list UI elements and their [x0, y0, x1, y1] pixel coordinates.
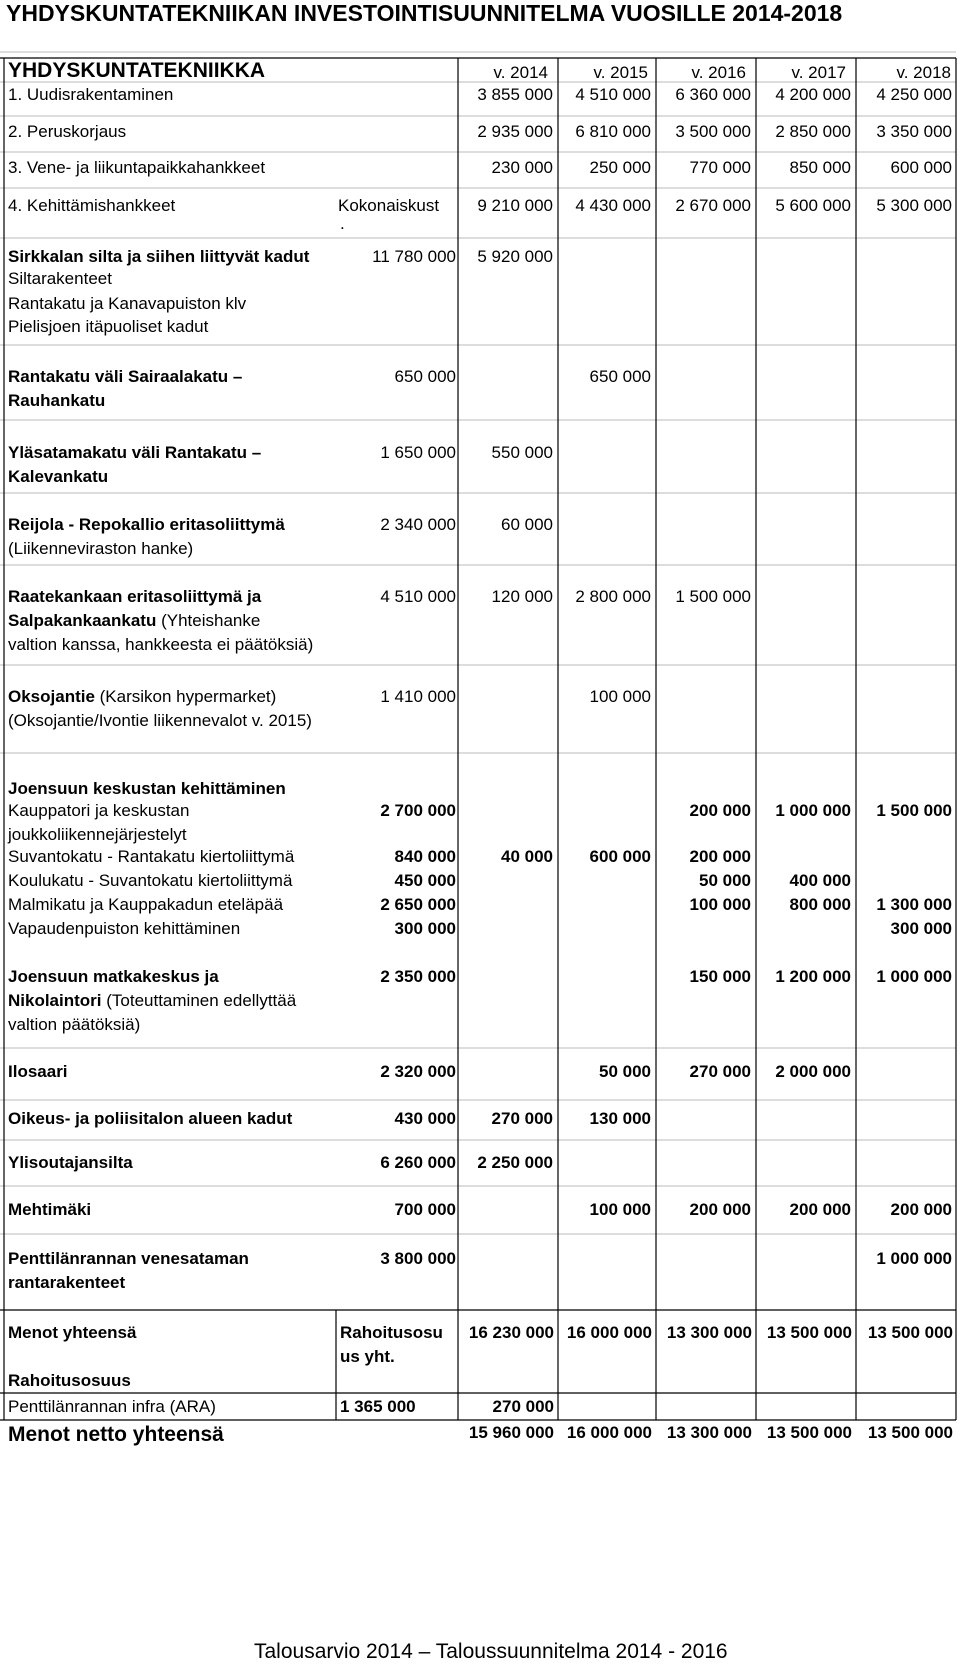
kokonaiskust-header: Kokonaiskust: [338, 196, 440, 215]
year-header-2015: v. 2015: [593, 63, 648, 82]
summary-2-2018: 3 350 000: [876, 122, 952, 141]
raatekangas-2015: 2 800 000: [575, 587, 651, 606]
penttila-infra-2014: 270 000: [492, 1397, 554, 1416]
summary-1-2017: 4 200 000: [775, 85, 851, 104]
reijola-total: 2 340 000: [380, 515, 456, 534]
summary-label-1: 1. Uudisrakentaminen: [8, 85, 174, 104]
kauppatori-line1: Kauppatori ja keskustan: [8, 801, 190, 820]
ilosaari-2016: 270 000: [689, 1062, 751, 1081]
vapaudenpuisto-2018: 300 000: [890, 919, 952, 938]
project-reijola-line2: (Liikenneviraston hanke): [8, 539, 194, 558]
summary-3-2018: 600 000: [890, 158, 952, 177]
kokonaiskust-header-cont: .: [340, 214, 345, 233]
koulukatu-2017: 400 000: [789, 871, 851, 890]
project-sirkkala-title: Sirkkalan silta ja siihen liittyvät kadut: [8, 247, 310, 266]
ylasatama-total: 1 650 000: [380, 443, 456, 462]
vapaudenpuisto-total: 300 000: [394, 919, 456, 938]
malmikatu-label: Malmikatu ja Kauppakadun eteläpää: [8, 895, 284, 914]
menot-2015: 16 000 000: [566, 1323, 652, 1342]
penttila-line2: rantarakenteet: [8, 1273, 126, 1292]
summary-1-2018: 4 250 000: [876, 85, 952, 104]
mehtimaki-2016: 200 000: [689, 1200, 751, 1219]
kauppatori-2016: 200 000: [689, 801, 751, 820]
penttila-2018: 1 000 000: [876, 1249, 952, 1268]
mehtimaki-2018: 200 000: [890, 1200, 952, 1219]
ilosaari-2015: 50 000: [599, 1062, 651, 1081]
year-header-2014: v. 2014: [493, 63, 548, 82]
summary-3-2016: 770 000: [689, 158, 751, 177]
project-rantakatu-line1: Rantakatu väli Sairaalakatu –: [8, 367, 243, 386]
suvantokatu-total: 840 000: [394, 847, 456, 866]
suvantokatu-2015: 600 000: [589, 847, 651, 866]
koulukatu-2016: 50 000: [699, 871, 751, 890]
ylisouta-2014: 2 250 000: [477, 1153, 553, 1172]
summary-2-2015: 6 810 000: [575, 122, 651, 141]
koulukatu-label: Koulukatu - Suvantokatu kiertoliittymä: [8, 871, 293, 890]
mehtimaki-2017: 200 000: [789, 1200, 851, 1219]
penttila-line1: Penttilänrannan venesataman: [8, 1249, 249, 1268]
oikeus-total: 430 000: [394, 1109, 456, 1128]
rahoitus-header-line1: Rahoitusosu: [340, 1323, 443, 1342]
project-raatekangas-line1: Raatekankaan eritasoliittymä ja: [8, 587, 262, 606]
summary-label-3: 3. Vene- ja liikuntapaikkahankkeet: [8, 158, 266, 177]
project-reijola-line1: Reijola - Repokallio eritasoliittymä: [8, 515, 285, 534]
page-footer: Talousarvio 2014 – Taloussuunnitelma 2014 - 2016: [254, 1640, 728, 1663]
summary-label-2: 2. Peruskorjaus: [8, 122, 127, 141]
oksojantie-bold: Oksojantie: [8, 687, 95, 706]
mehtimaki-total: 700 000: [394, 1200, 456, 1219]
menot-2018: 13 500 000: [867, 1323, 953, 1342]
ylisouta-total: 6 260 000: [380, 1153, 456, 1172]
summary-2-2016: 3 500 000: [675, 122, 751, 141]
matkakeskus-line1: Joensuun matkakeskus ja: [8, 967, 219, 986]
netto-2016: 13 300 000: [666, 1423, 752, 1442]
matkakeskus-2017: 1 200 000: [775, 967, 851, 986]
rantakatu-2015: 650 000: [589, 367, 651, 386]
ilosaari-total: 2 320 000: [380, 1062, 456, 1081]
oksojantie-rest: (Karsikon hypermarket): [94, 687, 277, 706]
sirkkala-2014: 5 920 000: [477, 247, 553, 266]
matkakeskus-line3: valtion päätöksiä): [8, 1015, 141, 1034]
project-rantakatu-line2: Rauhankatu: [8, 391, 106, 410]
joensuu-heading: Joensuun keskustan kehittäminen: [8, 779, 286, 798]
vapaudenpuisto-label: Vapaudenpuiston kehittäminen: [8, 919, 241, 938]
rahoitus-header-line2: us yht.: [340, 1347, 395, 1366]
malmikatu-2016: 100 000: [689, 895, 751, 914]
ilosaari-2017: 2 000 000: [775, 1062, 851, 1081]
project-ylasatama-line1: Yläsatamakatu väli Rantakatu –: [8, 443, 262, 462]
kauppatori-line2: joukkoliikennejärjestelyt: [8, 825, 187, 844]
oikeus-label: Oikeus- ja poliisitalon alueen kadut: [8, 1109, 293, 1128]
project-ylasatama-line2: Kalevankatu: [8, 467, 109, 486]
suvantokatu-2014: 40 000: [501, 847, 553, 866]
sirkkala-total: 11 780 000: [372, 247, 456, 266]
project-sirkkala-sub3: Pielisjoen itäpuoliset kadut: [8, 317, 209, 336]
oikeus-2014: 270 000: [491, 1109, 553, 1128]
summary-4-2018: 5 300 000: [876, 196, 952, 215]
reijola-2014: 60 000: [501, 515, 553, 534]
summary-4-2017: 5 600 000: [775, 196, 851, 215]
malmikatu-total: 2 650 000: [380, 895, 456, 914]
summary-3-2015: 250 000: [589, 158, 651, 177]
matkakeskus-rest: (Toteuttaminen edellyttää: [101, 991, 297, 1010]
summary-4-2014: 9 210 000: [477, 196, 553, 215]
year-header-2017: v. 2017: [791, 63, 846, 82]
summary-1-2016: 6 360 000: [675, 85, 751, 104]
project-oksojantie-line2: (Oksojantie/Ivontie liikennevalot v. 2015): [8, 711, 312, 730]
netto-2014: 15 960 000: [468, 1423, 554, 1442]
oksojantie-2015: 100 000: [589, 687, 651, 706]
year-header-2016: v. 2016: [691, 63, 746, 82]
summary-4-2016: 2 670 000: [675, 196, 751, 215]
summary-3-2017: 850 000: [789, 158, 851, 177]
project-sirkkala-sub2: Rantakatu ja Kanavapuiston klv: [8, 294, 247, 313]
summary-label-4: 4. Kehittämishankkeet: [8, 196, 176, 215]
matkakeskus-line2: [8, 990, 296, 1012]
penttila-total: 3 800 000: [380, 1249, 456, 1268]
raatekangas-bold: Salpakankaankatu: [8, 611, 157, 630]
suvantokatu-2016: 200 000: [689, 847, 751, 866]
netto-label: Menot netto yhteensä: [8, 1423, 224, 1446]
penttila-infra-label: Penttilänrannan infra (ARA): [8, 1397, 216, 1416]
malmikatu-2018: 1 300 000: [876, 895, 952, 914]
project-oksojantie-line1: [8, 686, 276, 708]
ilosaari-label: Ilosaari: [8, 1062, 68, 1081]
menot-2017: 13 500 000: [766, 1323, 852, 1342]
summary-1-2014: 3 855 000: [477, 85, 553, 104]
summary-2-2017: 2 850 000: [775, 122, 851, 141]
raatekangas-total: 4 510 000: [380, 587, 456, 606]
netto-2015: 16 000 000: [566, 1423, 652, 1442]
menot-2014: 16 230 000: [468, 1323, 554, 1342]
matkakeskus-2016: 150 000: [689, 967, 751, 986]
summary-3-2014: 230 000: [491, 158, 553, 177]
kauppatori-2018: 1 500 000: [876, 801, 952, 820]
raatekangas-rest: (Yhteishanke: [156, 611, 261, 630]
summary-4-2015: 4 430 000: [575, 196, 651, 215]
project-raatekangas-line2: [8, 610, 260, 632]
matkakeskus-bold: Nikolaintori: [8, 991, 102, 1010]
raatekangas-2016: 1 500 000: [675, 587, 751, 606]
rahoitusosuus-label: Rahoitusosuus: [8, 1371, 131, 1390]
summary-1-2015: 4 510 000: [575, 85, 651, 104]
oksojantie-total: 1 410 000: [380, 687, 456, 706]
summary-2-2014: 2 935 000: [477, 122, 553, 141]
raatekangas-2014: 120 000: [491, 587, 553, 606]
matkakeskus-2018: 1 000 000: [876, 967, 952, 986]
netto-2017: 13 500 000: [766, 1423, 852, 1442]
netto-2018: 13 500 000: [867, 1423, 953, 1442]
year-header-2018: v. 2018: [896, 63, 951, 82]
matkakeskus-total: 2 350 000: [380, 967, 456, 986]
oikeus-2015: 130 000: [589, 1109, 651, 1128]
kauppatori-2017: 1 000 000: [775, 801, 851, 820]
mehtimaki-2015: 100 000: [589, 1200, 651, 1219]
mehtimaki-label: Mehtimäki: [8, 1200, 92, 1219]
ylasatama-2014: 550 000: [491, 443, 553, 462]
suvantokatu-label: Suvantokatu - Rantakatu kiertoliittymä: [8, 847, 295, 866]
page-title: YHDYSKUNTATEKNIIKAN INVESTOINTISUUNNITELMA VUOSILLE 2014-2018: [6, 0, 843, 26]
koulukatu-total: 450 000: [394, 871, 456, 890]
project-raatekangas-line3: valtion kanssa, hankkeesta ei päätöksiä): [8, 635, 314, 654]
kauppatori-total: 2 700 000: [380, 801, 456, 820]
penttila-infra-rahoitus: 1 365 000: [340, 1397, 416, 1416]
ylisouta-label: Ylisoutajansilta: [8, 1153, 133, 1172]
section-header: YHDYSKUNTATEKNIIKKA: [8, 59, 266, 82]
rantakatu-total: 650 000: [394, 367, 456, 386]
menot-2016: 13 300 000: [666, 1323, 752, 1342]
menot-label: Menot yhteensä: [8, 1323, 137, 1342]
malmikatu-2017: 800 000: [789, 895, 851, 914]
project-sirkkala-sub1: Siltarakenteet: [8, 269, 112, 288]
